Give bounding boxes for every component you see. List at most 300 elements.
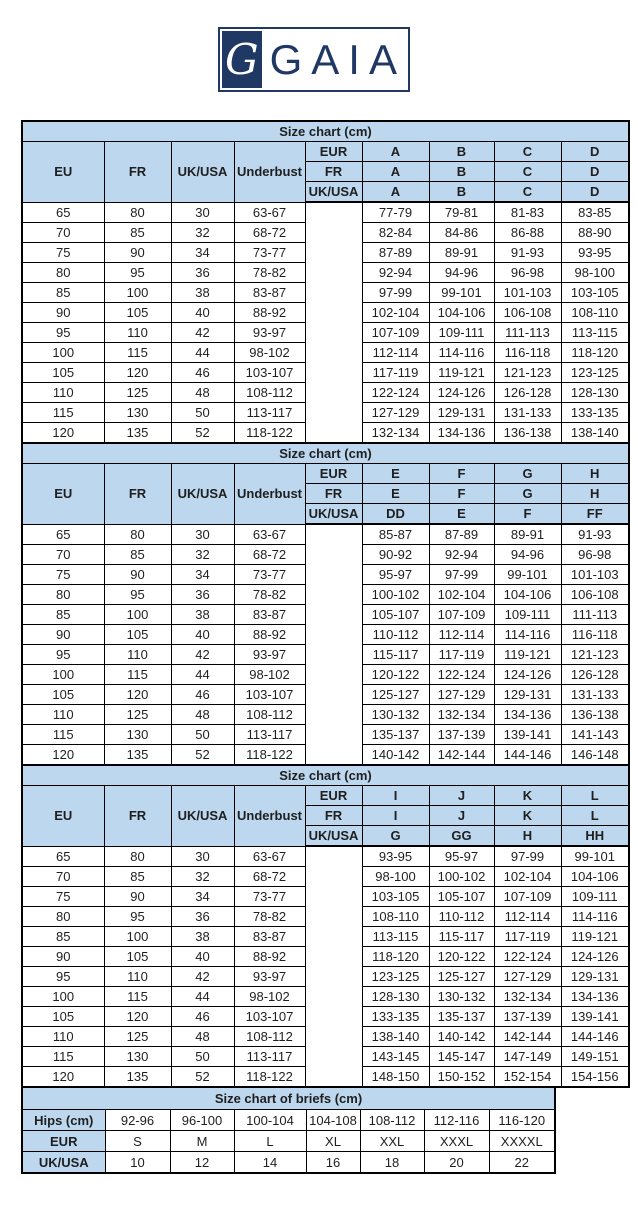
briefs-value-cell: M [170,1131,234,1152]
bust-range-cell: 109-111 [429,323,494,343]
bust-range-cell: 92-94 [429,545,494,565]
bust-range-cell: 116-118 [561,625,629,645]
size-cell: 48 [171,1027,234,1047]
bust-range-cell: 87-89 [429,524,494,545]
bust-range-cell: 140-142 [429,1027,494,1047]
bust-range-cell: 114-116 [429,343,494,363]
size-cell: 88-92 [234,947,305,967]
size-cell: 118-122 [234,745,305,766]
size-cell: 52 [171,423,234,444]
size-cell: 110 [22,383,104,403]
size-cell: 85 [104,545,171,565]
cup-system-label: EUR [305,464,362,484]
bra-size-chart-2 [21,442,630,766]
column-header-ukusa: UK/USA [171,786,234,847]
cup-size-header: J [429,806,494,826]
column-header-underbust: Underbust [234,142,305,203]
size-cell: 110 [22,705,104,725]
briefs-row [22,1110,555,1131]
cup-size-header: K [494,786,561,806]
size-cell: 110 [104,967,171,987]
bust-range-cell: 110-112 [429,907,494,927]
size-row [22,846,629,867]
bust-range-cell: 97-99 [494,846,561,867]
bust-range-cell: 132-134 [362,423,429,444]
briefs-value-cell: 16 [306,1152,360,1174]
size-cell: 42 [171,323,234,343]
size-cell: 98-102 [234,987,305,1007]
bust-range-cell: 105-107 [429,887,494,907]
bust-range-cell: 109-111 [561,887,629,907]
cup-size-header: F [494,504,561,525]
bust-range-cell: 79-81 [429,202,494,223]
size-cell: 110 [104,323,171,343]
cup-size-header: E [429,504,494,525]
briefs-value-cell: 108-112 [360,1110,424,1131]
size-cell: 130 [104,403,171,423]
bust-range-cell: 133-135 [362,1007,429,1027]
size-cell: 108-112 [234,1027,305,1047]
size-cell: 110 [104,645,171,665]
spacer-cell [305,846,362,1087]
bust-range-cell: 106-108 [561,585,629,605]
briefs-value-cell: XXXXL [489,1131,555,1152]
size-cell: 93-97 [234,645,305,665]
size-cell: 42 [171,645,234,665]
size-cell: 88-92 [234,303,305,323]
size-cell: 100 [104,283,171,303]
cup-size-header: D [561,182,629,203]
bust-range-cell: 122-124 [494,947,561,967]
bust-range-cell: 77-79 [362,202,429,223]
bust-range-cell: 88-90 [561,223,629,243]
bust-range-cell: 84-86 [429,223,494,243]
size-cell: 115 [104,343,171,363]
chart-title: Size chart (cm) [22,121,629,142]
bust-range-cell: 145-147 [429,1047,494,1067]
bust-range-cell: 95-97 [429,846,494,867]
size-cell: 105 [104,947,171,967]
bust-range-cell: 132-134 [429,705,494,725]
bust-range-cell: 118-120 [362,947,429,967]
size-cell: 80 [22,907,104,927]
bust-range-cell: 115-117 [362,645,429,665]
cup-size-header: A [362,142,429,162]
brand-logo [218,27,410,92]
bust-range-cell: 113-115 [362,927,429,947]
bust-range-cell: 103-105 [362,887,429,907]
cup-size-header: A [362,162,429,182]
size-cell: 135 [104,423,171,444]
size-cell: 30 [171,202,234,223]
size-cell: 88-92 [234,625,305,645]
size-cell: 40 [171,947,234,967]
bust-range-cell: 141-143 [561,725,629,745]
bust-range-cell: 126-128 [561,665,629,685]
size-cell: 73-77 [234,565,305,585]
size-cell: 95 [22,323,104,343]
size-cell: 44 [171,343,234,363]
size-cell: 110 [22,1027,104,1047]
bust-range-cell: 118-120 [561,343,629,363]
size-cell: 95 [104,907,171,927]
bust-range-cell: 104-106 [494,585,561,605]
bust-range-cell: 102-104 [429,585,494,605]
size-cell: 80 [22,585,104,605]
size-cell: 118-122 [234,1067,305,1088]
size-cell: 125 [104,705,171,725]
bust-range-cell: 87-89 [362,243,429,263]
briefs-value-cell: 10 [105,1152,170,1174]
cup-size-header: H [561,464,629,484]
cup-system-label: FR [305,806,362,826]
size-cell: 98-102 [234,665,305,685]
cup-system-label: EUR [305,786,362,806]
cup-size-header: B [429,162,494,182]
size-cell: 100 [104,605,171,625]
bust-range-cell: 142-144 [429,745,494,766]
size-cell: 80 [22,263,104,283]
header-row [22,464,629,484]
cup-size-header: L [561,806,629,826]
briefs-row-label: UK/USA [22,1152,105,1174]
briefs-row [22,1152,555,1174]
size-cell: 105 [104,303,171,323]
briefs-value-cell: L [234,1131,306,1152]
header-row [22,786,629,806]
cup-size-header: K [494,806,561,826]
size-cell: 100 [104,927,171,947]
chart-title-row [22,443,629,464]
size-cell: 95 [22,645,104,665]
bust-range-cell: 121-123 [494,363,561,383]
bust-range-cell: 92-94 [362,263,429,283]
briefs-value-cell: XXXL [424,1131,489,1152]
size-cell: 105 [22,685,104,705]
size-cell: 120 [104,1007,171,1027]
bust-range-cell: 139-141 [494,725,561,745]
briefs-value-cell: 22 [489,1152,555,1174]
size-cell: 85 [22,927,104,947]
cup-size-header: D [561,162,629,182]
size-cell: 98-102 [234,343,305,363]
cup-system-label: UK/USA [305,504,362,525]
size-cell: 125 [104,1027,171,1047]
bust-range-cell: 99-101 [429,283,494,303]
cup-size-header: GG [429,826,494,847]
size-cell: 115 [22,1047,104,1067]
bust-range-cell: 135-137 [429,1007,494,1027]
bust-range-cell: 123-125 [362,967,429,987]
briefs-value-cell: XXL [360,1131,424,1152]
briefs-value-cell: 92-96 [105,1110,170,1131]
bust-range-cell: 134-136 [429,423,494,444]
bust-range-cell: 124-126 [494,665,561,685]
bust-range-cell: 81-83 [494,202,561,223]
size-cell: 95 [104,263,171,283]
briefs-value-cell: 14 [234,1152,306,1174]
cup-size-header: H [494,826,561,847]
size-cell: 46 [171,1007,234,1027]
briefs-value-cell: 116-120 [489,1110,555,1131]
cup-size-header: C [494,142,561,162]
size-cell: 46 [171,685,234,705]
bust-range-cell: 140-142 [362,745,429,766]
bust-range-cell: 101-103 [561,565,629,585]
size-cell: 40 [171,303,234,323]
bust-range-cell: 86-88 [494,223,561,243]
bust-range-cell: 99-101 [561,846,629,867]
cup-size-header: B [429,142,494,162]
bust-range-cell: 96-98 [494,263,561,283]
size-cell: 115 [22,725,104,745]
bust-range-cell: 107-109 [362,323,429,343]
size-cell: 130 [104,725,171,745]
bust-range-cell: 123-125 [561,363,629,383]
bust-range-cell: 131-133 [561,685,629,705]
bust-range-cell: 109-111 [494,605,561,625]
cup-system-label: UK/USA [305,182,362,203]
size-cell: 105 [22,363,104,383]
bust-range-cell: 114-116 [494,625,561,645]
bust-range-cell: 117-119 [429,645,494,665]
size-cell: 103-107 [234,1007,305,1027]
size-cell: 46 [171,363,234,383]
size-cell: 95 [22,967,104,987]
size-cell: 38 [171,927,234,947]
size-cell: 36 [171,585,234,605]
bust-range-cell: 131-133 [494,403,561,423]
size-cell: 52 [171,745,234,766]
bust-range-cell: 108-110 [362,907,429,927]
size-cell: 68-72 [234,545,305,565]
briefs-value-cell: S [105,1131,170,1152]
size-cell: 50 [171,403,234,423]
bust-range-cell: 102-104 [362,303,429,323]
briefs-value-cell: 96-100 [170,1110,234,1131]
brand-name: GAIA [269,35,406,83]
column-header-eu: EU [22,142,104,203]
size-cell: 40 [171,625,234,645]
size-cell: 90 [22,303,104,323]
size-cell: 100 [22,987,104,1007]
bust-range-cell: 125-127 [429,967,494,987]
size-cell: 93-97 [234,323,305,343]
size-cell: 90 [22,947,104,967]
bust-range-cell: 139-141 [561,1007,629,1027]
bust-range-cell: 104-106 [561,867,629,887]
size-cell: 80 [104,846,171,867]
chart-title-row [22,1087,555,1110]
bust-range-cell: 124-126 [429,383,494,403]
bust-range-cell: 128-130 [362,987,429,1007]
bust-range-cell: 100-102 [362,585,429,605]
bust-range-cell: 117-119 [362,363,429,383]
size-cell: 100 [22,343,104,363]
bust-range-cell: 126-128 [494,383,561,403]
size-cell: 103-107 [234,685,305,705]
bust-range-cell: 134-136 [561,987,629,1007]
cup-size-header: G [362,826,429,847]
bust-range-cell: 129-131 [429,403,494,423]
size-cell: 50 [171,1047,234,1067]
size-cell: 105 [104,625,171,645]
bust-range-cell: 125-127 [362,685,429,705]
briefs-value-cell: 112-116 [424,1110,489,1131]
bust-range-cell: 95-97 [362,565,429,585]
cup-size-header: G [494,484,561,504]
bust-range-cell: 111-113 [494,323,561,343]
bust-range-cell: 127-129 [494,967,561,987]
cup-system-label: FR [305,162,362,182]
bust-range-cell: 130-132 [429,987,494,1007]
size-cell: 32 [171,545,234,565]
bra-size-chart-1 [21,120,630,444]
bust-range-cell: 127-129 [362,403,429,423]
bust-range-cell: 99-101 [494,565,561,585]
size-cell: 90 [22,625,104,645]
bust-range-cell: 146-148 [561,745,629,766]
size-cell: 34 [171,243,234,263]
bust-range-cell: 115-117 [429,927,494,947]
size-cell: 85 [104,867,171,887]
bust-range-cell: 101-103 [494,283,561,303]
size-row [22,202,629,223]
size-cell: 130 [104,1047,171,1067]
size-cell: 32 [171,867,234,887]
column-header-ukusa: UK/USA [171,464,234,525]
size-cell: 108-112 [234,705,305,725]
bust-range-cell: 82-84 [362,223,429,243]
bust-range-cell: 93-95 [561,243,629,263]
size-cell: 44 [171,987,234,1007]
size-cell: 120 [22,745,104,766]
bust-range-cell: 121-123 [561,645,629,665]
bust-range-cell: 85-87 [362,524,429,545]
bust-range-cell: 91-93 [494,243,561,263]
size-cell: 83-87 [234,605,305,625]
bust-range-cell: 90-92 [362,545,429,565]
bust-range-cell: 108-110 [561,303,629,323]
size-cell: 34 [171,565,234,585]
cup-size-header: D [561,142,629,162]
size-cell: 68-72 [234,867,305,887]
size-cell: 103-107 [234,363,305,383]
size-row [22,524,629,545]
size-cell: 30 [171,846,234,867]
bust-range-cell: 112-114 [362,343,429,363]
size-cell: 105 [22,1007,104,1027]
size-cell: 38 [171,605,234,625]
size-cell: 36 [171,907,234,927]
bust-range-cell: 122-124 [362,383,429,403]
bust-range-cell: 102-104 [494,867,561,887]
bust-range-cell: 104-106 [429,303,494,323]
bust-range-cell: 112-114 [429,625,494,645]
size-cell: 93-97 [234,967,305,987]
size-cell: 65 [22,846,104,867]
bust-range-cell: 97-99 [362,283,429,303]
briefs-chart-title: Size chart of briefs (cm) [22,1087,555,1110]
size-cell: 38 [171,283,234,303]
bust-range-cell: 124-126 [561,947,629,967]
cup-size-header: HH [561,826,629,847]
bust-range-cell: 94-96 [494,545,561,565]
briefs-value-cell: 100-104 [234,1110,306,1131]
bust-range-cell: 113-115 [561,323,629,343]
size-cell: 65 [22,202,104,223]
logo-monogram-icon [222,31,262,88]
cup-size-header: DD [362,504,429,525]
cup-system-label: FR [305,484,362,504]
size-cell: 120 [22,423,104,444]
bust-range-cell: 94-96 [429,263,494,283]
bust-range-cell: 134-136 [494,705,561,725]
bust-range-cell: 138-140 [561,423,629,444]
size-cell: 52 [171,1067,234,1088]
size-cell: 70 [22,867,104,887]
cup-size-header: F [429,464,494,484]
cup-size-header: H [561,484,629,504]
size-cell: 63-67 [234,524,305,545]
briefs-size-chart [21,1086,556,1174]
logo-monogram-letter: G [225,34,259,84]
size-cell: 83-87 [234,283,305,303]
size-cell: 115 [22,403,104,423]
column-header-eu: EU [22,786,104,847]
briefs-row-label: EUR [22,1131,105,1152]
bust-range-cell: 143-145 [362,1047,429,1067]
bust-range-cell: 107-109 [429,605,494,625]
bust-range-cell: 112-114 [494,907,561,927]
cup-size-header: J [429,786,494,806]
bust-range-cell: 114-116 [561,907,629,927]
size-cell: 90 [104,243,171,263]
column-header-eu: EU [22,464,104,525]
size-cell: 48 [171,383,234,403]
chart-title: Size chart (cm) [22,765,629,786]
bust-range-cell: 147-149 [494,1047,561,1067]
bust-range-cell: 100-102 [429,867,494,887]
size-charts-container [0,120,638,1088]
chart-title-row [22,121,629,142]
bust-range-cell: 91-93 [561,524,629,545]
bust-range-cell: 120-122 [429,947,494,967]
size-cell: 90 [104,887,171,907]
size-cell: 63-67 [234,846,305,867]
bust-range-cell: 93-95 [362,846,429,867]
bust-range-cell: 119-121 [429,363,494,383]
cup-size-header: L [561,786,629,806]
size-cell: 113-117 [234,725,305,745]
size-cell: 113-117 [234,403,305,423]
column-header-fr: FR [104,464,171,525]
bust-range-cell: 152-154 [494,1067,561,1088]
briefs-value-cell: 20 [424,1152,489,1174]
bust-range-cell: 103-105 [561,283,629,303]
bust-range-cell: 89-91 [429,243,494,263]
size-cell: 70 [22,545,104,565]
header-row [22,142,629,162]
bust-range-cell: 96-98 [561,545,629,565]
cup-system-label: EUR [305,142,362,162]
bust-range-cell: 111-113 [561,605,629,625]
size-cell: 75 [22,565,104,585]
bust-range-cell: 83-85 [561,202,629,223]
size-cell: 30 [171,524,234,545]
size-cell: 78-82 [234,263,305,283]
size-cell: 120 [22,1067,104,1088]
